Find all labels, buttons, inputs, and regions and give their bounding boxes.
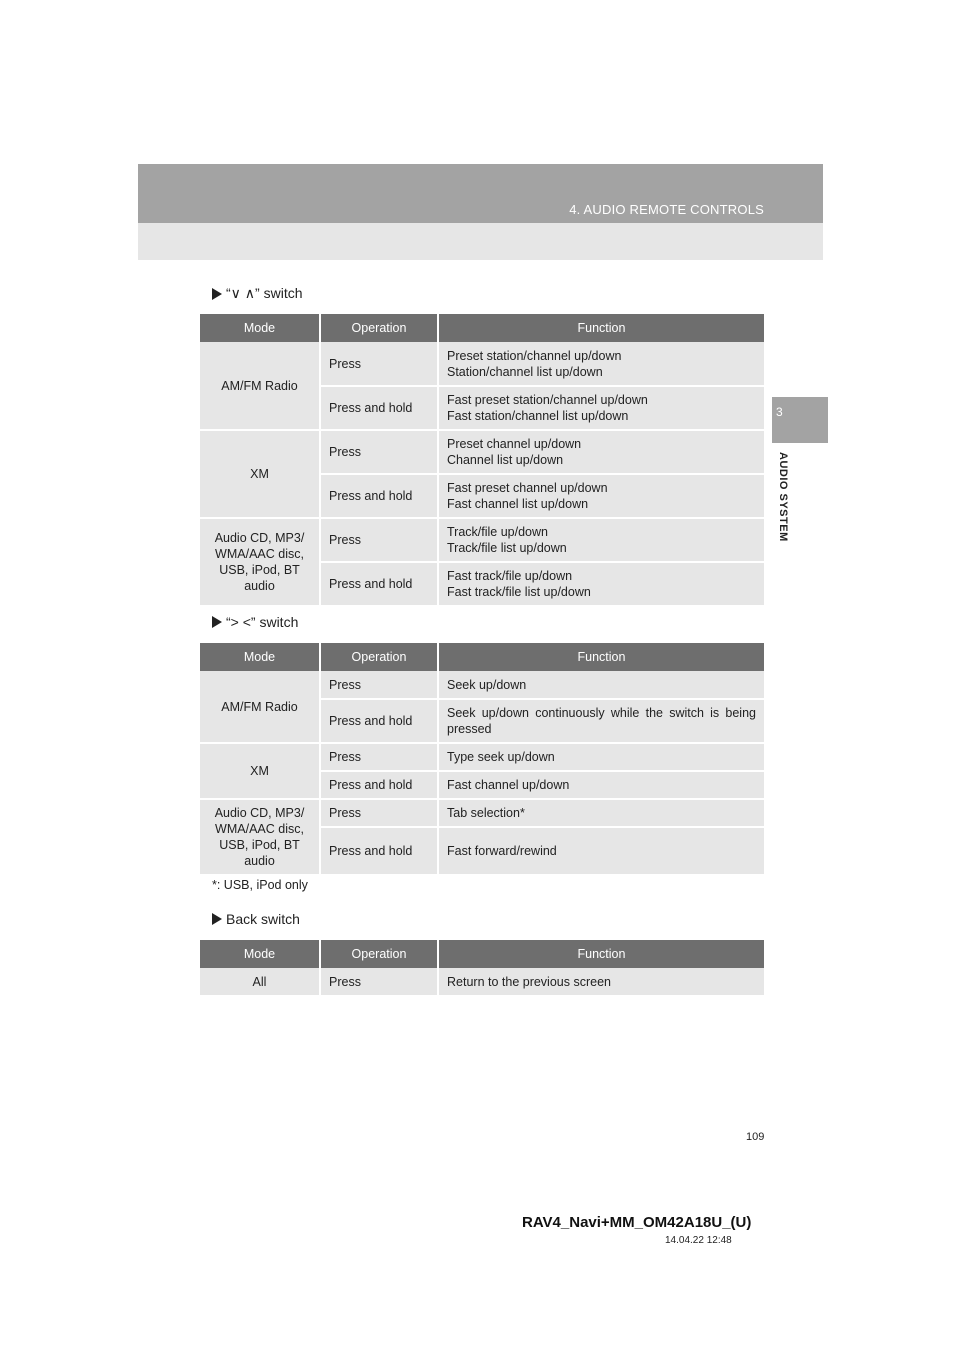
function-text: Fast channel list up/down — [447, 497, 589, 511]
column-mode: Mode — [200, 314, 320, 342]
mode-cell: XM — [200, 430, 320, 518]
function-text: Fast preset station/channel up/down — [447, 393, 648, 407]
function-text: Preset channel up/down — [447, 437, 582, 451]
function-text: Fast channel up/down — [447, 778, 570, 792]
chapter-label: AUDIO SYSTEM — [777, 452, 789, 542]
table-row — [200, 342, 764, 386]
triangle-bullet-icon — [212, 616, 222, 628]
function-text: Fast track/file up/down — [447, 569, 573, 583]
function-cell — [438, 671, 764, 699]
mode-cell: AM/FM Radio — [200, 671, 320, 743]
function-cell — [438, 562, 764, 606]
column-function: Function — [438, 940, 764, 968]
function-text: Fast forward/rewind — [447, 844, 557, 858]
heading-back-switch: Back switch — [212, 911, 300, 927]
function-text: Fast track/file list up/down — [447, 585, 591, 599]
header-subband — [138, 223, 823, 260]
operation-cell: Press and hold — [320, 474, 438, 518]
section-title: 4. AUDIO REMOTE CONTROLS — [569, 202, 764, 217]
operation-cell: Press — [320, 518, 438, 562]
column-operation: Operation — [320, 643, 438, 671]
operation-cell: Press and hold — [320, 562, 438, 606]
triangle-bullet-icon — [212, 288, 222, 300]
leftright-switch-table — [200, 643, 764, 876]
document-id: RAV4_Navi+MM_OM42A18U_(U) — [522, 1214, 752, 1231]
function-text: Seek up/down — [447, 677, 527, 692]
operation-cell: Press — [320, 342, 438, 386]
function-text: Type seek up/down — [447, 750, 555, 764]
function-text: Fast station/channel list up/down — [447, 409, 629, 423]
column-operation: Operation — [320, 940, 438, 968]
operation-cell: Press — [320, 799, 438, 827]
function-cell — [438, 968, 764, 996]
operation-cell: Press and hold — [320, 827, 438, 875]
operation-cell: Press — [320, 743, 438, 771]
table-row — [200, 671, 764, 699]
operation-cell: Press — [320, 430, 438, 474]
mode-cell: All — [200, 968, 320, 996]
page-number: 109 — [746, 1131, 765, 1143]
function-text: Tab selection* — [447, 806, 525, 820]
operation-cell: Press and hold — [320, 386, 438, 430]
function-cell — [438, 699, 764, 743]
function-cell — [438, 771, 764, 799]
column-mode: Mode — [200, 940, 320, 968]
operation-cell: Press and hold — [320, 771, 438, 799]
operation-cell: Press — [320, 671, 438, 699]
mode-cell: Audio CD, MP3/ WMA/AAC disc, USB, iPod, BT audio — [200, 518, 320, 606]
function-cell — [438, 743, 764, 771]
document-timestamp: 14.04.22 12:48 — [665, 1235, 732, 1246]
table-header-row — [200, 940, 764, 968]
chapter-tab — [772, 397, 828, 443]
mode-cell: Audio CD, MP3/ WMA/AAC disc, USB, iPod, BT audio — [200, 799, 320, 875]
column-function: Function — [438, 314, 764, 342]
function-cell — [438, 386, 764, 430]
updown-switch-table — [200, 314, 764, 607]
table-row — [200, 430, 764, 474]
table-row — [200, 518, 764, 562]
column-function: Function — [438, 643, 764, 671]
function-text: Station/channel list up/down — [447, 364, 603, 379]
table-header-row — [200, 643, 764, 671]
function-text: Channel list up/down — [447, 453, 564, 467]
function-cell — [438, 430, 764, 474]
function-text: Fast preset channel up/down — [447, 481, 608, 495]
heading-updown-switch: “∨ ∧” switch — [212, 285, 303, 302]
function-cell — [438, 799, 764, 827]
function-cell — [438, 342, 764, 386]
operation-cell: Press and hold — [320, 699, 438, 743]
triangle-bullet-icon — [212, 913, 222, 925]
function-cell — [438, 827, 764, 875]
mode-cell: XM — [200, 743, 320, 799]
function-text: Seek up/down continuously while the switch is being pressed — [447, 706, 756, 736]
column-mode: Mode — [200, 643, 320, 671]
mode-cell: AM/FM Radio — [200, 342, 320, 430]
column-operation: Operation — [320, 314, 438, 342]
table-row — [200, 968, 764, 996]
back-switch-table — [200, 940, 764, 997]
table-header-row — [200, 314, 764, 342]
operation-cell: Press — [320, 968, 438, 996]
function-text: Preset station/channel up/down — [447, 348, 622, 363]
function-text: Track/file list up/down — [447, 541, 567, 555]
chapter-number: 3 — [776, 405, 783, 419]
footnote: *: USB, iPod only — [212, 878, 308, 892]
function-text: Return to the previous screen — [447, 974, 611, 989]
function-cell — [438, 474, 764, 518]
function-text: Track/file up/down — [447, 525, 548, 539]
table-row — [200, 743, 764, 771]
table-row — [200, 799, 764, 827]
heading-leftright-switch: “> <” switch — [212, 614, 298, 630]
function-cell — [438, 518, 764, 562]
